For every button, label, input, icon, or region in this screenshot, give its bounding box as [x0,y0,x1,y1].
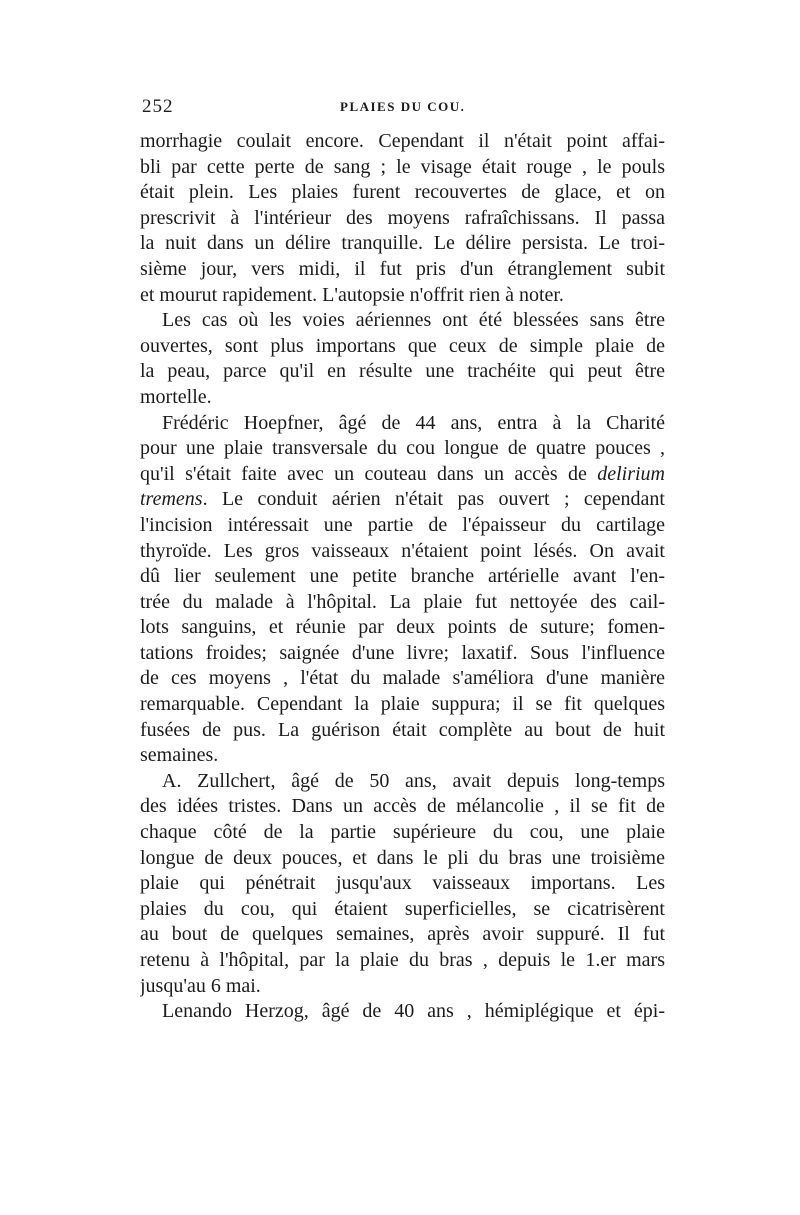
text-line: tations froides; saignée d'une livre; laxatif. Sous l'influence [140,641,665,664]
text-line: jusqu'au 6 mai. [140,974,261,997]
text-line: bli par cette perte de sang ; le visage était rouge , le pouls [140,155,665,178]
text-line: Frédéric Hoepfner, âgé de 44 ans, entra à la Charité [162,411,665,434]
text-line: l'incision intéressait une partie de l'épaisseur du cartilage [140,513,665,536]
text-line: la peau, parce qu'il en résulte une trachéite qui peut être [140,360,665,383]
text-line: A. Zullchert, âgé de 50 ans, avait depuis long-temps [162,769,665,792]
paragraph [140,769,665,999]
text-line: thyroïde. Les gros vaisseaux n'étaient point lésés. On avait [140,539,665,562]
text-line: tremens. Le conduit aérien n'était pas ouvert ; cependant [140,488,665,511]
text-line: des idées tristes. Dans un accès de mélancolie , il se fit de [140,795,665,818]
text-line: dû lier seulement une petite branche artérielle avant l'en- [140,565,665,588]
text-line: plaies du cou, qui étaient superficielles, se cicatrisèrent [140,897,665,920]
text-line: fusées de pus. La guérison était complète au bout de huit [140,718,665,741]
text-line: pour une plaie transversale du cou longue de quatre pouces , [140,437,665,460]
text-line: chaque côté de la partie supérieure du cou, une plaie [140,821,665,844]
running-head: PLAIES DU COU. [340,99,466,114]
page-number: 252 [142,96,174,117]
body-text [140,129,665,1025]
paragraph [140,411,665,769]
text-line: retenu à l'hôpital, par la plaie du bras , depuis le 1.er mars [140,949,665,971]
text-line: la nuit dans un délire tranquille. Le délire persista. Le troi- [140,232,665,255]
text-line: sième jour, vers midi, il fut pris d'un étranglement subit [140,257,665,280]
text-line: de ces moyens , l'état du malade s'améliora d'une manière [140,667,665,690]
text-line: Lenando Herzog, âgé de 40 ans , hémiplégique et épi- [162,1000,665,1023]
paragraph [140,129,665,308]
text-line: ouvertes, sont plus importans que ceux de simple plaie de [140,334,665,357]
text-line: mortelle. [140,385,212,408]
text-line: morrhagie coulait encore. Cependant il n'était point affai- [140,130,665,152]
text-line: lots sanguins, et réunie par deux points de suture; fomen- [140,616,665,639]
text-line: plaie qui pénétrait jusqu'aux vaisseaux importans. Les [140,872,665,895]
page-header [142,96,662,120]
text-line: et mourut rapidement. L'autopsie n'offrit rien à noter. [140,283,564,306]
text-line: qu'il s'était faite avec un couteau dans un accès de delirium [140,462,665,485]
text-line: remarquable. Cependant la plaie suppura; il se fit quelques [140,693,665,716]
text-line: trée du malade à l'hôpital. La plaie fut nettoyée des cail- [140,590,665,613]
text-line: semaines. [140,744,219,767]
text-line: était plein. Les plaies furent recouvertes de glace, et on [140,181,665,204]
text-line: Les cas où les voies aériennes ont été blessées sans être [162,309,665,332]
text-line: longue de deux pouces, et dans le pli du bras une troisième [140,846,665,869]
text-line: prescrivit à l'intérieur des moyens rafraîchissans. Il passa [140,206,665,229]
text-line: au bout de quelques semaines, après avoir suppuré. Il fut [140,923,665,946]
paragraph [140,999,665,1025]
paragraph [140,308,665,410]
